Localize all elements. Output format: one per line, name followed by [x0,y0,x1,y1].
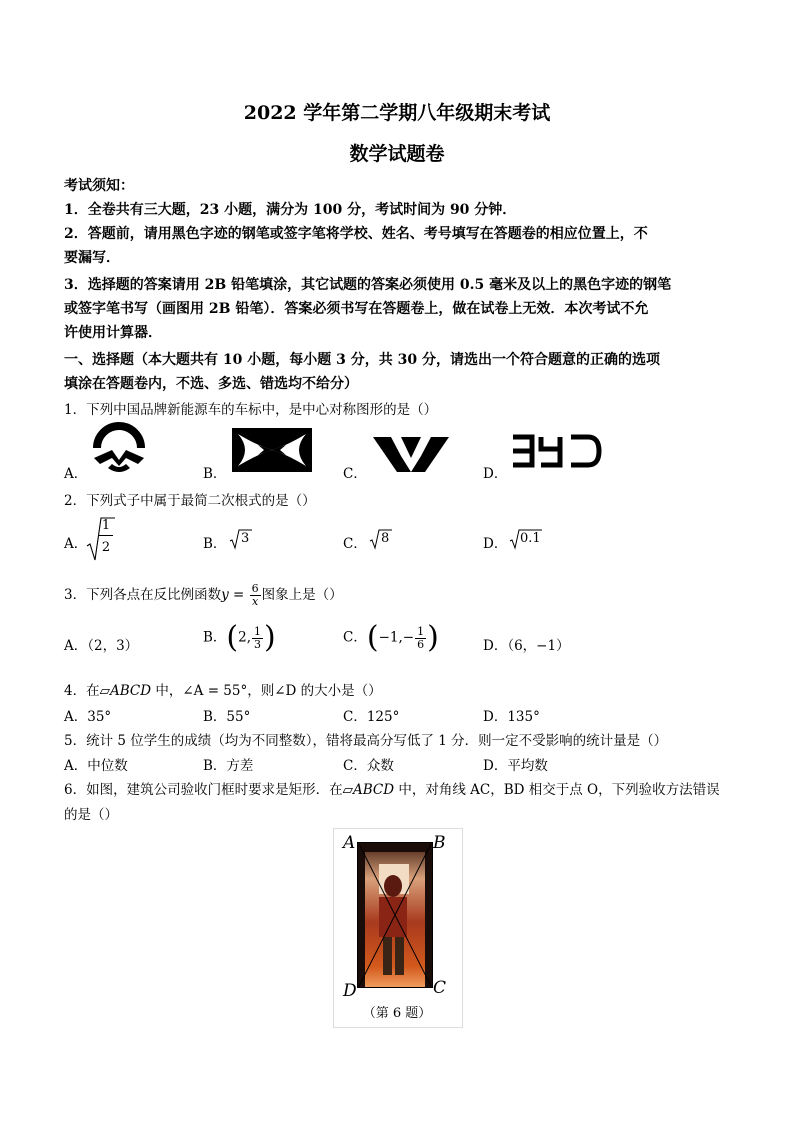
door-photo [357,842,433,988]
q3-stem-after: 图象上是（） [261,587,343,603]
vertex-a-label: A [343,833,356,853]
q4-stem [64,679,382,699]
wuling-logo [371,434,451,474]
function-denominator: x [252,595,259,608]
q3-c-fraction [415,626,426,651]
right-paren: ) [264,620,276,655]
q1-option-c-label: C． [343,466,367,482]
q2-d-radicand: 0.1 [520,531,541,546]
notice-item-2-cont: 要漏写． [64,250,120,266]
q2-stem: 2．下列式子中属于最简二次根式的是（） [64,493,316,509]
function-eq: = [228,587,249,603]
page-title: 2022 学年第二学期八年级期末考试 [243,102,551,124]
q3-option-b-label: B． [203,629,227,646]
parallelogram-name: ▱ABCD [99,683,152,699]
q3-option-b [203,620,276,655]
q5-option-a: A．中位数 [64,758,128,774]
q1-option-a-label: A． [64,466,88,482]
byd-logo [510,433,602,469]
notice-item-2: 2．答题前，请用黑色字迹的钢笔或签字笔将学校、姓名、考号填写在答题卷的相应位置上，不 [64,226,648,242]
q1-stem: 1．下列中国品牌新能源车的车标中，是中心对称图形的是（） [64,402,438,418]
function-fraction [250,583,261,608]
q2-c-radicand: 8 [381,531,390,546]
q2-option-c-label: C． [343,536,367,552]
q3-c-numerator: 1 [417,624,425,638]
notice-heading: 考试须知： [64,178,134,194]
notice-item-1: 1．全卷共有三大题，23 小题，满分为 100 分，考试时间为 90 分钟． [64,202,517,218]
page-subtitle: 数学试题卷 [349,143,445,165]
function-y: y [221,587,229,603]
notice-item-3-cont: 或签字笔书写（画图用 2B 铅笔）．答案必须书写在答题卷上，做在试卷上无效．本次考试不允 [64,301,649,317]
q2-option-d-label: D． [483,536,508,552]
q4-option-a: A．35° [64,709,112,725]
q1-option-d-label: D． [483,466,508,482]
nio-logo [88,420,150,476]
q3-b-denominator: 3 [254,637,262,651]
q4-option-d: D．135° [483,709,540,725]
q3-option-c [343,620,439,655]
q2-b-radicand: 3 [241,531,250,546]
q3-option-a: A．（2，3） [64,638,139,654]
q6-stem-start: 6．如图，建筑公司验收门框时要求是矩形．在 [64,782,343,798]
q1-option-b-label: B． [203,466,227,482]
notice-item-3-cont2: 许使用计算器． [64,325,162,341]
vertex-b-label: B [433,833,446,853]
q4-stem-end: 中，∠A = 55°，则∠D 的大小是（） [151,683,382,699]
figure-caption: （第 6 题） [362,1006,432,1021]
function-numerator: 6 [251,582,259,595]
q2-a-denominator: 2 [101,540,111,555]
section-heading: 一、选择题（本大题共有 10 小题，每小题 3 分，共 30 分，请选出一个符合题意的正确的选项 [64,352,660,368]
section-heading-cont: 填涂在答题卷内，不选、多选、错选均不给分） [64,376,358,392]
q5-option-b: B．方差 [203,758,254,774]
q3-c-denominator: 6 [417,637,425,651]
q2-option-b-label: B． [203,536,227,552]
left-paren: ( [366,620,379,655]
q5-option-c: C．众数 [343,758,394,774]
q3-b-fraction [252,626,263,651]
q3-b-x: 2, [238,629,252,646]
q6-stem-cont: 的是（） [64,807,118,823]
q5-option-d: D．平均数 [483,758,548,774]
q3-stem [64,583,343,608]
vertex-c-label: C [433,978,447,998]
q4-option-b: B．55° [203,709,251,725]
vertex-d-label: D [343,981,357,1001]
q3-option-c-label: C． [343,629,367,646]
left-paren: ( [226,620,239,655]
q2-option-a-label: A． [64,536,88,552]
q3-b-numerator: 1 [254,624,262,638]
parallelogram-name: ▱ABCD [342,782,395,798]
q2-a-numerator: 1 [101,518,111,533]
q6-stem [64,778,720,798]
right-paren: ) [427,620,439,655]
q3-c-x: −1,− [378,629,415,646]
q3-stem-before: 3．下列各点在反比例函数 [64,587,222,603]
q6-stem-end: 中，对角线 AC，BD 相交于点 O，下列验收方法错误 [394,782,720,798]
q4-option-c: C．125° [343,709,400,725]
fraction-bar [99,535,113,536]
q5-stem: 5．统计 5 位学生的成绩（均为不同整数），错将最高分写低了 1 分．则一定不受影响的统计量是（） [64,733,668,749]
xpeng-logo [232,428,312,472]
notice-item-3: 3．选择题的答案请用 2B 铅笔填涂，其它试题的答案必须使用 0.5 毫米及以上的黑色字迹的钢笔 [64,277,672,293]
q4-stem-start: 4．在 [64,683,100,699]
q3-option-d: D．（6，−1） [483,638,570,654]
